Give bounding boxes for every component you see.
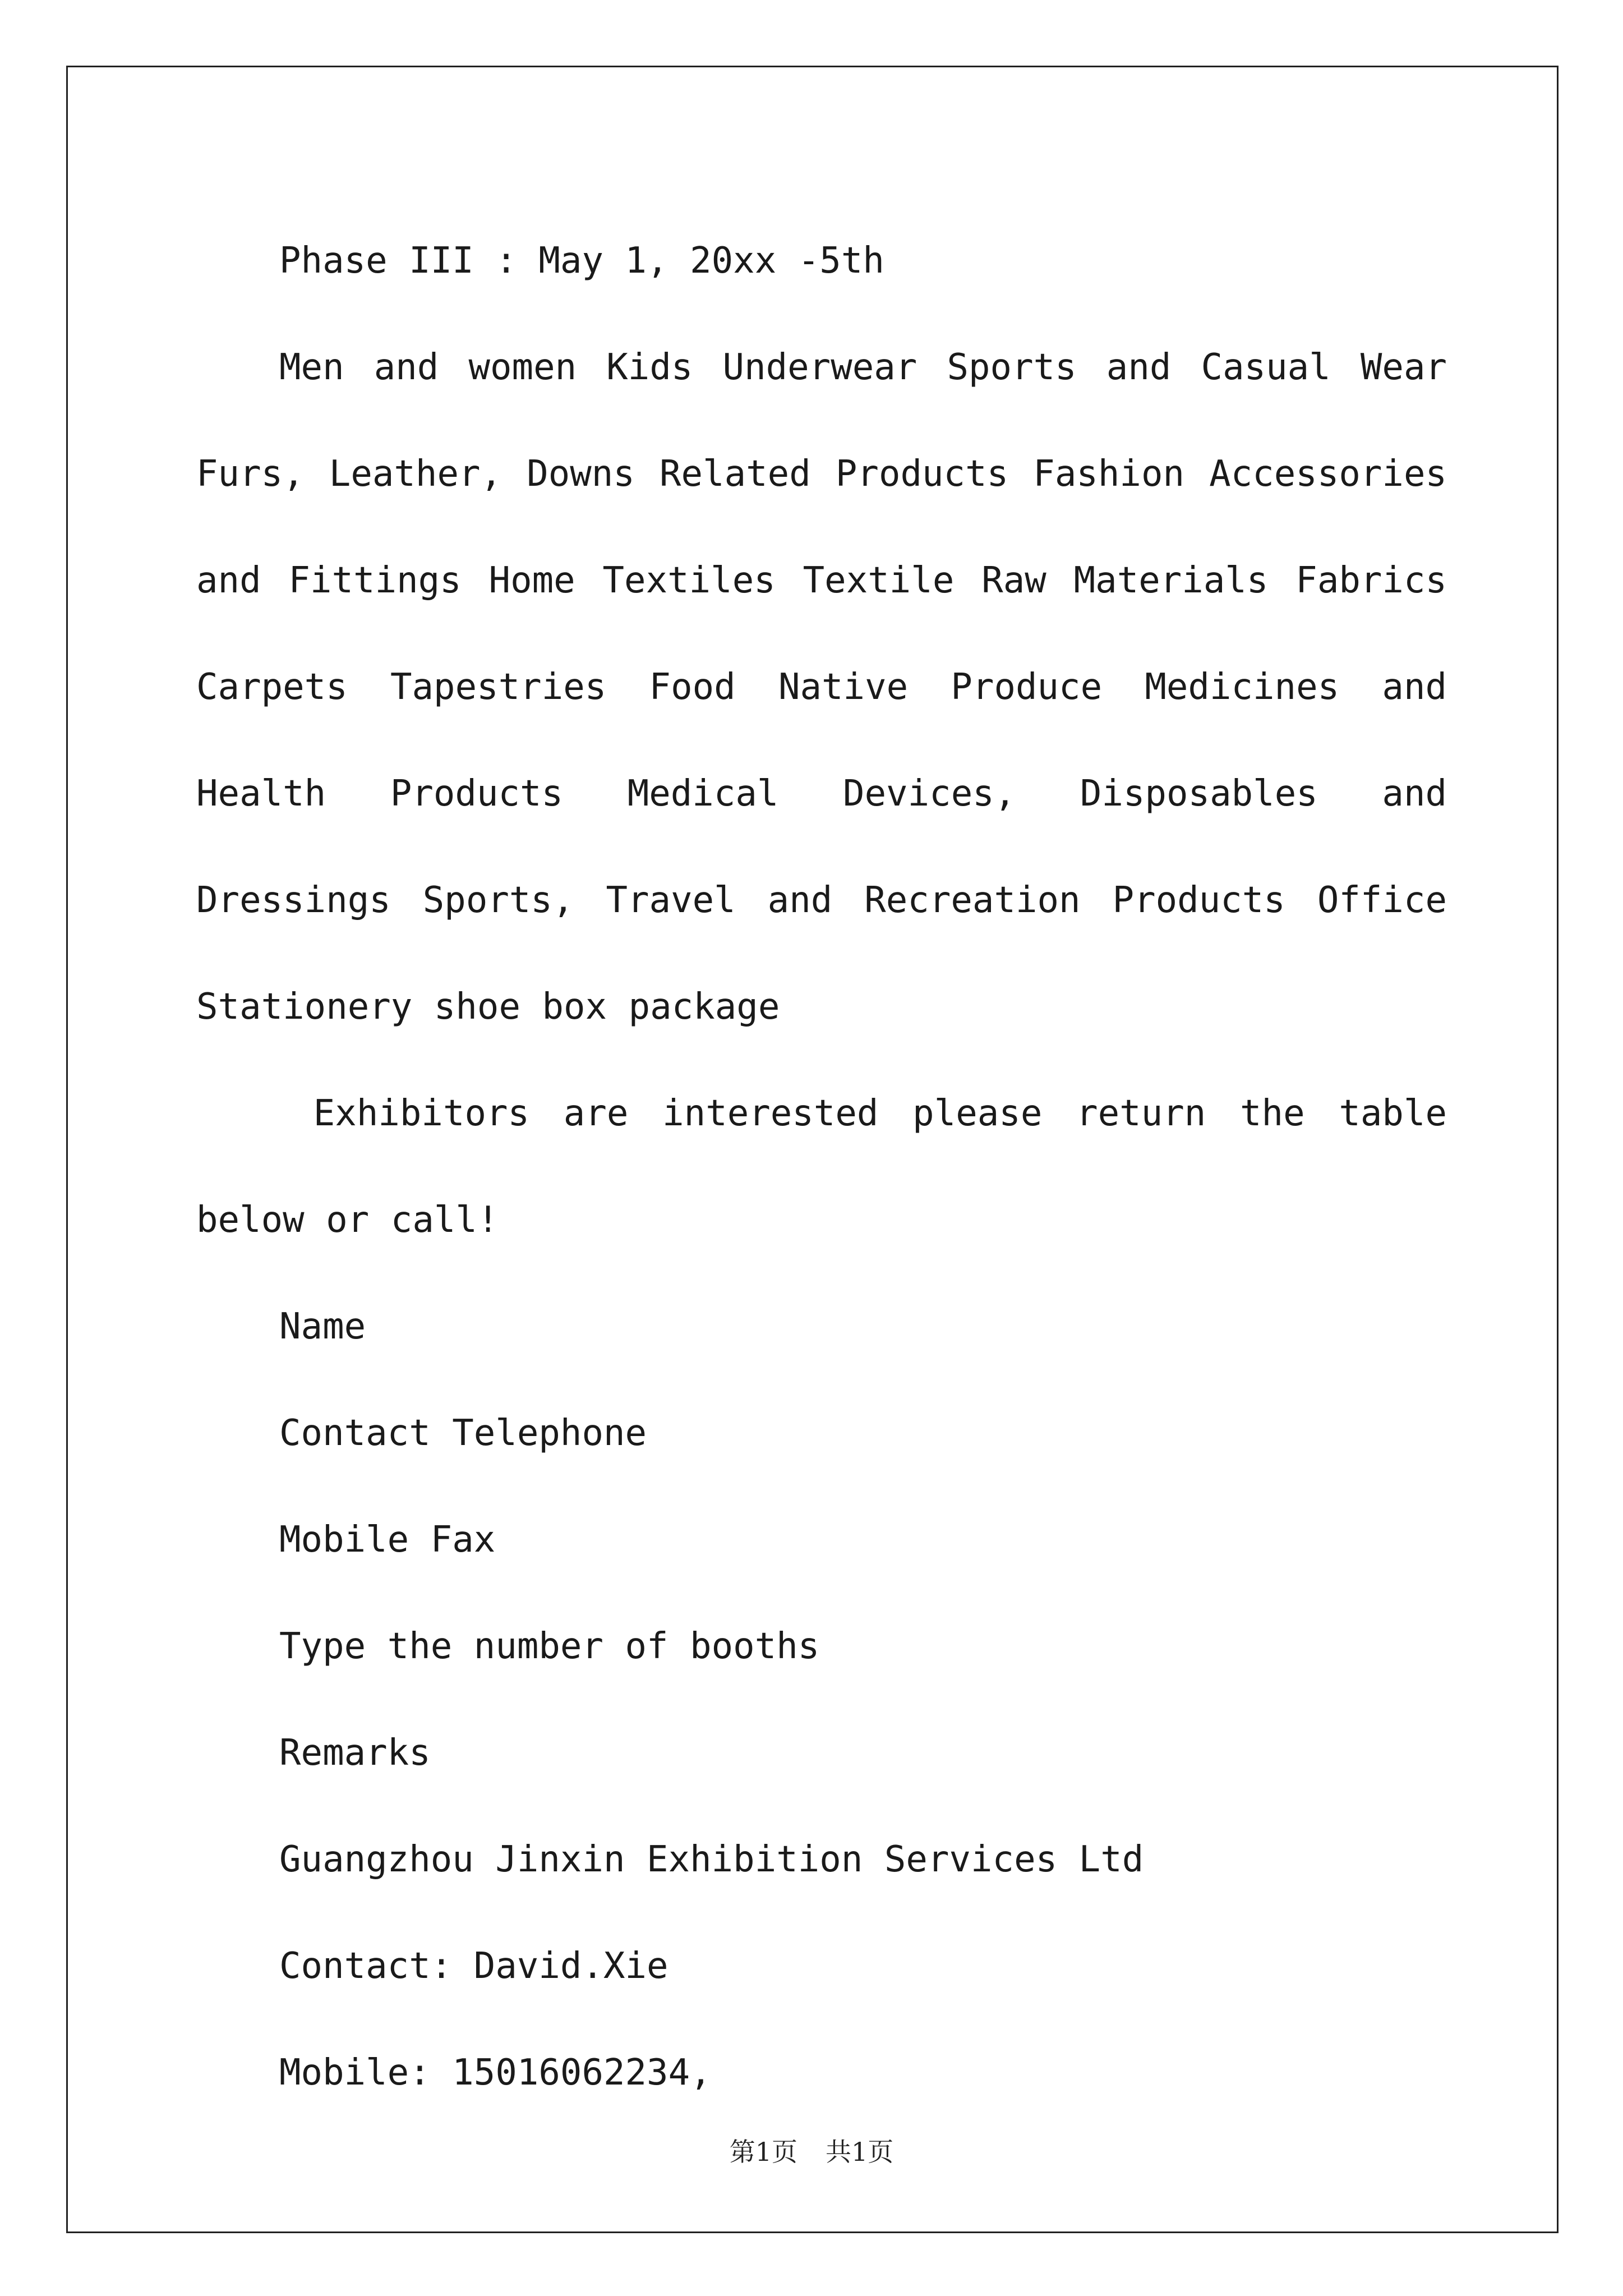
form-field-name: Name (279, 1306, 366, 1347)
company-name: Guangzhou Jinxin Exhibition Services Ltd (279, 1839, 1144, 1880)
page-footer (0, 2132, 1623, 2169)
page-number-total: 共1页 (826, 2137, 894, 2167)
form-field-remarks: Remarks (279, 1732, 431, 1774)
contact-person: Contact: David.Xie (279, 1945, 668, 1987)
contact-mobile: Mobile: 15016062234, (279, 2052, 712, 2093)
form-field-mobile-fax: Mobile Fax (279, 1519, 496, 1561)
document-body (196, 208, 1469, 2126)
page-number-current: 第1页 (729, 2137, 797, 2167)
form-field-contact-telephone: Contact Telephone (279, 1412, 647, 1454)
form-field-booths: Type the number of booths (279, 1626, 820, 1667)
product-categories-paragraph: Men and women Kids Underwear Sports and Casual Wear Furs, Leather, Downs Related Products Fashion Accessories and Fittings Home Textiles Textile Raw Materials Fabrics Carpets Tapestries Food Native Produce Medicines and Health Products Medical Devices, Disposables and Dressings Sports, Travel and Recreation Products Office Stationery shoe box package (196, 347, 1469, 1028)
phase-heading: Phase III : May 1, 20xx -5th (279, 240, 884, 282)
exhibitor-invitation-paragraph: Exhibitors are interested please return the table below or call! (196, 1093, 1469, 1241)
